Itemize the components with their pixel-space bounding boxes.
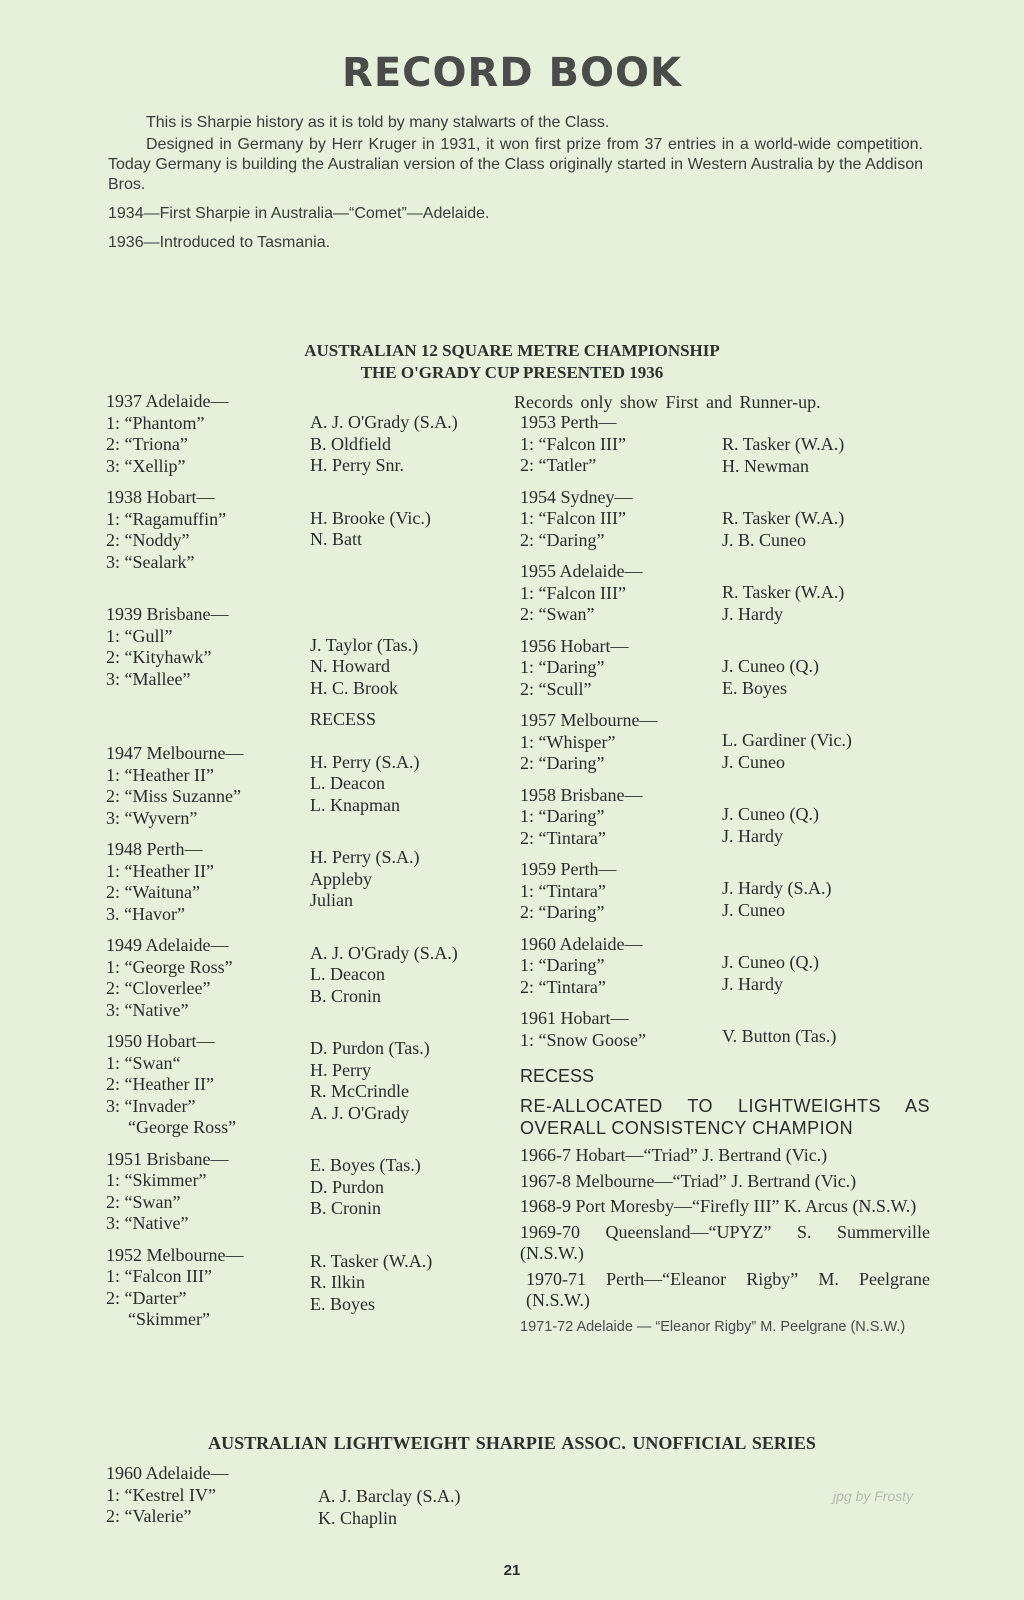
result: 1: “Falcon III” <box>106 1266 212 1286</box>
result: 3: “Mallee” <box>106 668 191 689</box>
lightweight-heading: AUSTRALIAN LIGHTWEIGHT SHARPIE ASSOC. UNOFFICIAL SERIES <box>208 1433 816 1453</box>
realloc-entry: 1970-71 Perth—“Eleanor Rigby” M. Peelgrane (N.S.W.) <box>526 1268 930 1310</box>
skipper: J. Cuneo (Q.) <box>722 952 819 972</box>
recess-label: RECESS <box>520 1066 595 1086</box>
result: 1: “Gull” <box>106 625 173 646</box>
skipper: J. Taylor (Tas.) <box>310 634 419 655</box>
skipper: R. Tasker (W.A.) <box>722 508 845 528</box>
venue: 1950 Hobart— <box>106 1031 215 1051</box>
result: 2: “Swan” <box>106 1191 181 1212</box>
skipper: H. Perry (S.A.) <box>310 847 420 867</box>
result: 1: “Skimmer” <box>106 1170 207 1190</box>
result: 2: “Tintara” <box>520 976 606 997</box>
result: 3. “Havor” <box>106 903 185 924</box>
venue: 1958 Brisbane— <box>520 784 643 805</box>
venue: 1960 Adelaide— <box>520 933 643 954</box>
result: 2: “Swan” <box>520 604 595 624</box>
venue: 1961 Hobart— <box>520 1008 629 1028</box>
result: 1: “Falcon III” <box>520 582 626 603</box>
watermark: jpg by Frosty <box>833 1488 914 1504</box>
result: 1: “Swan“ <box>106 1052 181 1073</box>
result: 1: “Falcon III” <box>520 433 626 454</box>
result: 2: “Valerie” <box>106 1506 192 1526</box>
skipper: R. Tasker (W.A.) <box>310 1250 433 1271</box>
skipper: H. Brooke (Vic.) <box>310 507 431 528</box>
result: 2: “Noddy” <box>106 530 190 550</box>
result: 1: “Snow Goose” <box>520 1029 646 1050</box>
result: 2: “Scull” <box>520 678 592 699</box>
result: 1: “Tintara” <box>520 880 606 901</box>
skipper: A. J. O'Grady (S.A.) <box>310 942 458 963</box>
skipper: H. Perry <box>310 1059 371 1080</box>
skipper: H. Perry (S.A.) <box>310 751 420 772</box>
skipper: L. Knapman <box>310 794 400 815</box>
venue: 1957 Melbourne— <box>520 710 658 730</box>
result: 3: “Native” <box>106 1213 189 1233</box>
result: 1: “Daring” <box>520 806 605 826</box>
skipper: J. Cuneo <box>722 751 785 772</box>
realloc-entry: 1967-8 Melbourne—“Triad” J. Bertrand (Vic.) <box>520 1170 857 1191</box>
skipper: Julian <box>310 890 353 910</box>
skipper: R. Ilkin <box>310 1272 366 1292</box>
skipper: E. Boyes (Tas.) <box>310 1155 421 1175</box>
result: “George Ross” <box>128 1117 237 1137</box>
skipper: J. Cuneo <box>722 899 785 920</box>
skipper: E. Boyes <box>310 1293 375 1314</box>
skipper: D. Purdon <box>310 1176 385 1197</box>
skipper: A. J. O'Grady <box>310 1102 410 1123</box>
skipper: L. Gardiner (Vic.) <box>722 730 852 750</box>
intro-line-1: This is Sharpie history as it is told by many stalwarts of the Class. <box>146 114 610 131</box>
result: 1: “Ragamuffin” <box>106 508 227 529</box>
result: 1: “Phantom” <box>106 412 205 433</box>
result: 3: “Xellip” <box>106 455 186 476</box>
skipper: J. Hardy (S.A.) <box>722 878 832 898</box>
result: 1: “Heather II” <box>106 764 214 785</box>
realloc-entry: 1969-70 Queensland—“UPYZ” S. Summerville (N.S.W.) <box>520 1221 930 1263</box>
skipper: R. Tasker (W.A.) <box>722 582 845 602</box>
championship-subheading: THE O'GRADY CUP PRESENTED 1936 <box>360 363 664 382</box>
skipper: L. Deacon <box>310 773 385 793</box>
result: 2: “Heather II” <box>106 1074 214 1094</box>
intro-line-1936: 1936—Introduced to Tasmania. <box>108 234 331 251</box>
result: 1: “Daring” <box>520 657 605 677</box>
skipper: J. Cuneo (Q.) <box>722 656 819 676</box>
result: 2: “Tintara” <box>520 827 606 848</box>
skipper: N. Batt <box>310 529 362 549</box>
result: 2: “Miss Suzanne” <box>106 786 241 806</box>
result: 2: “Darter” <box>106 1287 187 1308</box>
skipper: A. J. O'Grady (S.A.) <box>310 412 458 432</box>
skipper: J. B. Cuneo <box>722 529 807 550</box>
venue: 1947 Melbourne— <box>106 743 244 763</box>
skipper: J. Hardy <box>722 825 783 846</box>
right-boats-column <box>520 412 657 1088</box>
result: 2: “Daring” <box>520 902 605 922</box>
skipper: D. Purdon (Tas.) <box>310 1038 430 1058</box>
skipper: B. Cronin <box>310 1198 382 1218</box>
venue: 1956 Hobart— <box>520 635 629 656</box>
venue: 1939 Brisbane— <box>106 604 229 624</box>
skipper: J. Hardy <box>722 603 783 624</box>
skipper: R. Tasker (W.A.) <box>722 434 845 454</box>
skipper: H. C. Brook <box>310 677 399 698</box>
skipper: E. Boyes <box>722 677 787 698</box>
result: 2: “Daring” <box>520 753 605 773</box>
result: 3: “Invader” <box>106 1095 196 1116</box>
lightweight-boats <box>106 1463 228 1528</box>
page-number: 21 <box>503 1562 521 1579</box>
venue: 1949 Adelaide— <box>106 935 229 955</box>
skipper: J. Cuneo (Q.) <box>722 804 819 824</box>
skipper: R. McCrindle <box>310 1081 409 1101</box>
result: 1: “George Ross” <box>106 956 233 977</box>
venue: 1951 Brisbane— <box>106 1148 229 1169</box>
skipper: H. Perry Snr. <box>310 455 404 475</box>
skipper: L. Deacon <box>310 964 385 984</box>
result: 1: “Whisper” <box>520 731 616 752</box>
realloc-entry: 1968-9 Port Moresby—“Firefly III” K. Arcus (N.S.W.) <box>520 1196 917 1216</box>
championship-heading: AUSTRALIAN 12 SQUARE METRE CHAMPIONSHIP <box>304 341 720 360</box>
result: “Skimmer” <box>128 1309 210 1329</box>
intro-paragraph-2: Designed in Germany by Herr Kruger in 1931, it won first prize from 37 entries in a world-wide competition. Today Germany is building the Australian version of the Class originally started in Western Australia by the Addison Bros. <box>108 136 923 193</box>
result: 1: “Kestrel IV” <box>106 1484 216 1505</box>
venue: 1952 Melbourne— <box>106 1244 244 1265</box>
skipper: B. Cronin <box>310 985 382 1006</box>
result: 1: “Daring” <box>520 955 605 975</box>
venue: 1953 Perth— <box>520 412 617 432</box>
page-title: RECORD BOOK <box>342 50 682 96</box>
result: 3: “Sealark” <box>106 551 195 572</box>
skipper: A. J. Barclay (S.A.) <box>318 1486 461 1506</box>
realloc-heading: RE-ALLOCATED TO LIGHTWEIGHTS AS OVERALL CONSISTENCY CHAMPION <box>520 1096 930 1138</box>
result: 2: “Daring” <box>520 529 605 550</box>
venue: 1937 Adelaide— <box>106 391 229 411</box>
skipper: Appleby <box>310 868 372 889</box>
realloc-entry: 1966-7 Hobart—“Triad” J. Bertrand (Vic.) <box>520 1145 828 1165</box>
records-note: Records only show First and Runner-up. <box>514 392 821 412</box>
realloc-section <box>520 1096 930 1340</box>
venue: 1959 Perth— <box>520 859 617 879</box>
result: 2: “Cloverlee” <box>106 978 211 998</box>
venue: 1954 Sydney— <box>520 486 633 507</box>
left-skippers-column <box>310 412 458 1315</box>
intro <box>108 113 923 253</box>
result: 3: “Wyvern” <box>106 807 198 828</box>
venue: 1960 Adelaide— <box>106 1463 229 1483</box>
result: 1: “Heather II” <box>106 860 214 881</box>
skipper: V. Button (Tas.) <box>722 1026 837 1046</box>
skipper: N. Howard <box>310 656 390 676</box>
venue: 1955 Adelaide— <box>520 561 643 581</box>
skipper: B. Oldfield <box>310 433 391 454</box>
venue: 1948 Perth— <box>106 839 203 859</box>
result: 2: “Kityhawk” <box>106 647 212 667</box>
realloc-entry: 1971-72 Adelaide — “Eleanor Rigby” M. Peelgrane (N.S.W.) <box>520 1318 906 1335</box>
left-boats-column <box>106 391 243 1331</box>
skipper: K. Chaplin <box>318 1507 397 1528</box>
result: 2: “Waituna” <box>106 882 201 902</box>
result: 2: “Triona” <box>106 434 188 454</box>
skipper: H. Newman <box>722 455 809 476</box>
skipper: J. Hardy <box>722 973 783 994</box>
intro-line-1934: 1934—First Sharpie in Australia—“Comet”—Adelaide. <box>108 205 490 222</box>
right-skippers-column <box>722 434 852 1048</box>
result: 2: “Tatler” <box>520 455 597 475</box>
recess-label: RECESS <box>310 709 377 729</box>
venue: 1938 Hobart— <box>106 487 215 507</box>
result: 3: “Native” <box>106 999 189 1020</box>
lightweight-skippers <box>318 1486 460 1529</box>
result: 1: “Falcon III” <box>520 508 626 528</box>
